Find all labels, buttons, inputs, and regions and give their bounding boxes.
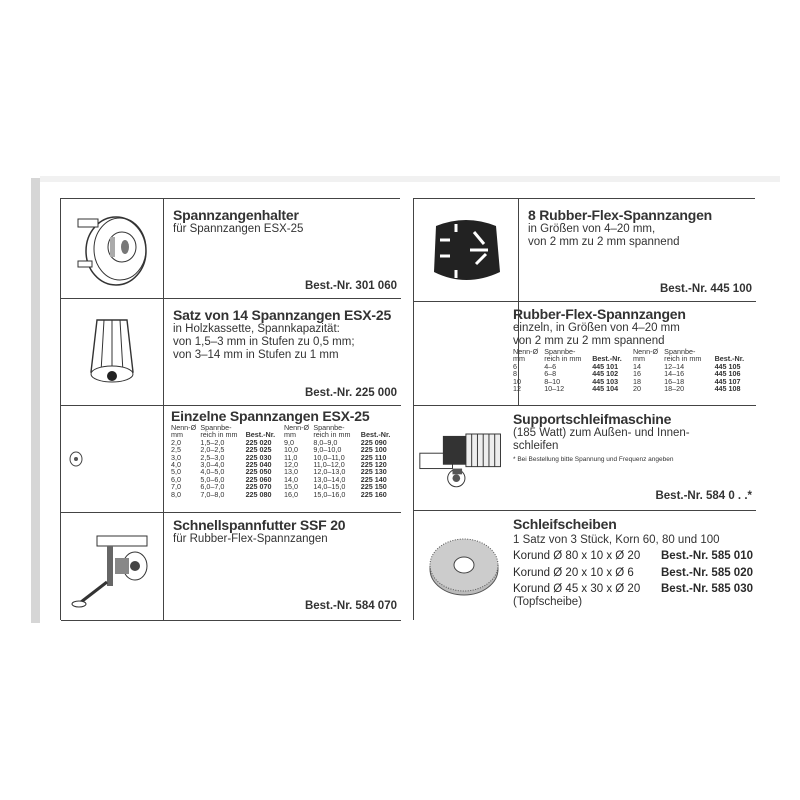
table-cell: 14–16	[664, 369, 685, 379]
table-cell: 16,0	[283, 489, 298, 499]
collet-holder-image	[61, 199, 164, 298]
table-cell: 445 104	[592, 384, 619, 394]
table-cell: 225 100	[360, 445, 387, 455]
table-cell: 225 110	[360, 452, 387, 462]
grinding-machine-image	[414, 406, 513, 510]
table-cell: 10	[513, 376, 521, 386]
table-cell: 225 020	[245, 437, 272, 447]
table-cell: 8–10	[544, 376, 561, 386]
product-title: Rubber-Flex-Spannzangen	[513, 306, 686, 322]
table-cell: 5,0–6,0	[200, 474, 225, 484]
table-header: Nenn-Ø mm	[283, 423, 310, 440]
product-supportschleifmaschine	[414, 406, 756, 511]
product-satz-14-spannzangen	[61, 299, 401, 406]
order-number: Best.-Nr. 301 060	[304, 280, 397, 292]
table-header: Spannbe- reich in mm	[544, 347, 582, 364]
table-cell: 16–18	[664, 376, 685, 386]
table-header: Best.-Nr.	[245, 430, 276, 440]
table-row	[513, 385, 753, 392]
table-cell: 225 060	[245, 474, 272, 484]
grinding-wheel-image	[414, 511, 513, 621]
table-header: Nenn-Ø mm	[632, 347, 659, 364]
table-cell: 5,0	[171, 467, 181, 477]
product-title: Spannzangenhalter	[173, 207, 299, 223]
product-8-rubber-flex	[414, 199, 756, 302]
table-cell: 445 102	[592, 369, 619, 379]
table-cell: 14,0–15,0	[313, 482, 346, 492]
product-title: 8 Rubber-Flex-Spannzangen	[528, 207, 713, 223]
table-header-row	[171, 424, 397, 439]
scan-edge-strip	[31, 178, 40, 623]
small-collet-image	[61, 406, 164, 512]
product-schnellspannfutter	[61, 513, 401, 621]
table-cell: 2,0–2,5	[200, 445, 225, 455]
order-number: Best.-Nr. 225 000	[304, 387, 397, 399]
table-cell: 7,0–8,0	[200, 489, 225, 499]
table-cell: 16	[632, 369, 641, 379]
product-desc: für Rubber-Flex-Spannzangen	[173, 533, 328, 545]
collet-size-table	[171, 424, 397, 498]
empty-image-cell	[414, 302, 519, 405]
product-desc: schleifen	[513, 440, 559, 452]
product-title: Satz von 14 Spannzangen ESX-25	[173, 307, 392, 323]
product-desc: (185 Watt) zum Außen- und Innen-	[513, 427, 690, 439]
table-cell: 225 140	[360, 474, 387, 484]
table-cell: 6	[513, 361, 517, 371]
product-desc: 1 Satz von 3 Stück, Korn 60, 80 und 100	[513, 534, 720, 546]
table-cell: 4–6	[544, 361, 557, 371]
order-number: Best.-Nr. 585 030	[660, 583, 753, 595]
table-cell: 12,0–13,0	[313, 467, 346, 477]
table-cell: 18	[632, 376, 641, 386]
table-cell: 10–12	[544, 384, 565, 394]
table-header: Spannbe- reich in mm	[313, 423, 351, 440]
table-cell: 15,0–16,0	[313, 489, 346, 499]
table-cell: 445 103	[592, 376, 619, 386]
table-cell: 8,0–9,0	[313, 437, 338, 447]
rubber-flex-size-table	[513, 348, 753, 392]
product-einzelne-spannzangen	[61, 406, 401, 513]
table-cell: 1,5–2,0	[200, 437, 225, 447]
table-cell: 14,0	[283, 474, 298, 484]
table-header: Best.-Nr.	[714, 354, 745, 364]
wheel-desc: Korund Ø 45 x 30 x Ø 20	[513, 583, 641, 595]
table-cell: 11,0–12,0	[313, 460, 345, 470]
table-cell: 445 108	[714, 384, 741, 394]
table-cell: 9,0–10,0	[313, 445, 342, 455]
table-cell: 14	[632, 361, 641, 371]
wheel-item	[513, 565, 753, 582]
table-cell: 8,0	[171, 489, 181, 499]
wheel-desc: Korund Ø 80 x 10 x Ø 20	[513, 550, 641, 562]
order-number: Best.-Nr. 585 010	[660, 550, 753, 562]
table-cell: 225 120	[360, 460, 387, 470]
table-header: Best.-Nr.	[360, 430, 391, 440]
table-cell: 225 070	[245, 482, 272, 492]
product-rubber-flex-einzeln	[414, 302, 756, 406]
product-spannzangenhalter	[61, 199, 401, 299]
order-number: Best.-Nr. 584 070	[304, 600, 397, 612]
table-cell: 225 030	[245, 452, 272, 462]
table-cell: 4,0–5,0	[200, 467, 225, 477]
product-desc: von 2 mm zu 2 mm spannend	[513, 335, 665, 347]
wheel-item	[513, 582, 753, 596]
product-desc: von 2 mm zu 2 mm spannend	[528, 236, 680, 248]
wheel-desc: Korund Ø 20 x 10 x Ø 6	[513, 567, 634, 579]
product-desc: in Holzkassette, Spannkapazität:	[173, 323, 340, 335]
table-cell: 6,0	[171, 474, 181, 484]
table-cell: 12–14	[664, 361, 685, 371]
table-cell: 225 025	[245, 445, 272, 455]
table-cell: 225 160	[360, 489, 387, 499]
table-cell: 225 150	[360, 482, 387, 492]
wheel-extra: (Topfscheibe)	[513, 596, 583, 608]
table-cell: 445 106	[714, 369, 741, 379]
product-title: Supportschleifmaschine	[513, 411, 672, 427]
table-cell: 445 105	[714, 361, 741, 371]
product-schleifscheiben	[414, 511, 756, 621]
product-desc: für Spannzangen ESX-25	[173, 223, 304, 235]
table-cell: 12,0	[283, 460, 298, 470]
table-cell: 7,0	[171, 482, 181, 492]
table-cell: 225 050	[245, 467, 272, 477]
table-cell: 225 130	[360, 467, 387, 477]
table-header: Spannbe- reich in mm	[200, 423, 238, 440]
rubber-flex-collet-image	[414, 199, 519, 301]
product-title: Schnellspannfutter SSF 20	[173, 517, 346, 533]
table-cell: 13,0–14,0	[313, 474, 346, 484]
table-header: Spannbe- reich in mm	[664, 347, 702, 364]
table-header-row	[513, 348, 753, 363]
scan-shade	[40, 176, 780, 182]
right-catalog-column	[413, 198, 755, 620]
table-cell: 445 107	[714, 376, 741, 386]
table-header: Best.-Nr.	[592, 354, 622, 364]
table-cell: 18–20	[664, 384, 685, 394]
table-cell: 3,0	[171, 452, 181, 462]
table-cell: 10,0	[283, 445, 298, 455]
table-cell: 12	[513, 384, 521, 394]
table-cell: 15,0	[283, 482, 298, 492]
table-cell: 2,0	[171, 437, 181, 447]
table-cell: 3,0–4,0	[200, 460, 225, 470]
wheel-item	[513, 548, 753, 565]
order-note: * Bei Bestellung bitte Spannung und Frequenz angeben	[513, 456, 674, 463]
product-title: Schleifscheiben	[513, 516, 617, 532]
product-desc: von 1,5–3 mm in Stufen zu 0,5 mm;	[173, 336, 355, 348]
order-number: Best.-Nr. 445 100	[659, 283, 752, 295]
product-title: Einzelne Spannzangen ESX-25	[171, 408, 370, 424]
table-cell: 225 040	[245, 460, 272, 470]
table-cell: 11,0	[283, 452, 298, 462]
table-cell: 13,0	[283, 467, 298, 477]
table-cell: 20	[632, 384, 641, 394]
table-cell: 6,0–7,0	[200, 482, 225, 492]
table-cell: 2,5–3,0	[200, 452, 225, 462]
collet-image	[61, 299, 164, 405]
table-header: Nenn-Ø mm	[171, 423, 197, 440]
order-number: Best.-Nr. 584 0 . .*	[655, 490, 752, 502]
product-desc: einzeln, in Größen von 4–20 mm	[513, 322, 680, 334]
table-cell: 225 080	[245, 489, 272, 499]
left-catalog-column	[60, 198, 400, 620]
order-number: Best.-Nr. 585 020	[660, 567, 753, 579]
table-cell: 8	[513, 369, 517, 379]
table-cell: 10,0–11,0	[313, 452, 345, 462]
table-cell: 9,0	[283, 437, 294, 447]
product-desc: in Größen von 4–20 mm,	[528, 223, 656, 235]
table-cell: 445 101	[592, 361, 619, 371]
table-row	[171, 491, 397, 498]
quick-chuck-image	[61, 513, 164, 620]
table-cell: 2,5	[171, 445, 181, 455]
table-header: Nenn-Ø mm	[513, 347, 539, 364]
table-cell: 6–8	[544, 369, 557, 379]
product-desc: von 3–14 mm in Stufen zu 1 mm	[173, 349, 339, 361]
table-cell: 225 090	[360, 437, 387, 447]
table-cell: 4,0	[171, 460, 181, 470]
